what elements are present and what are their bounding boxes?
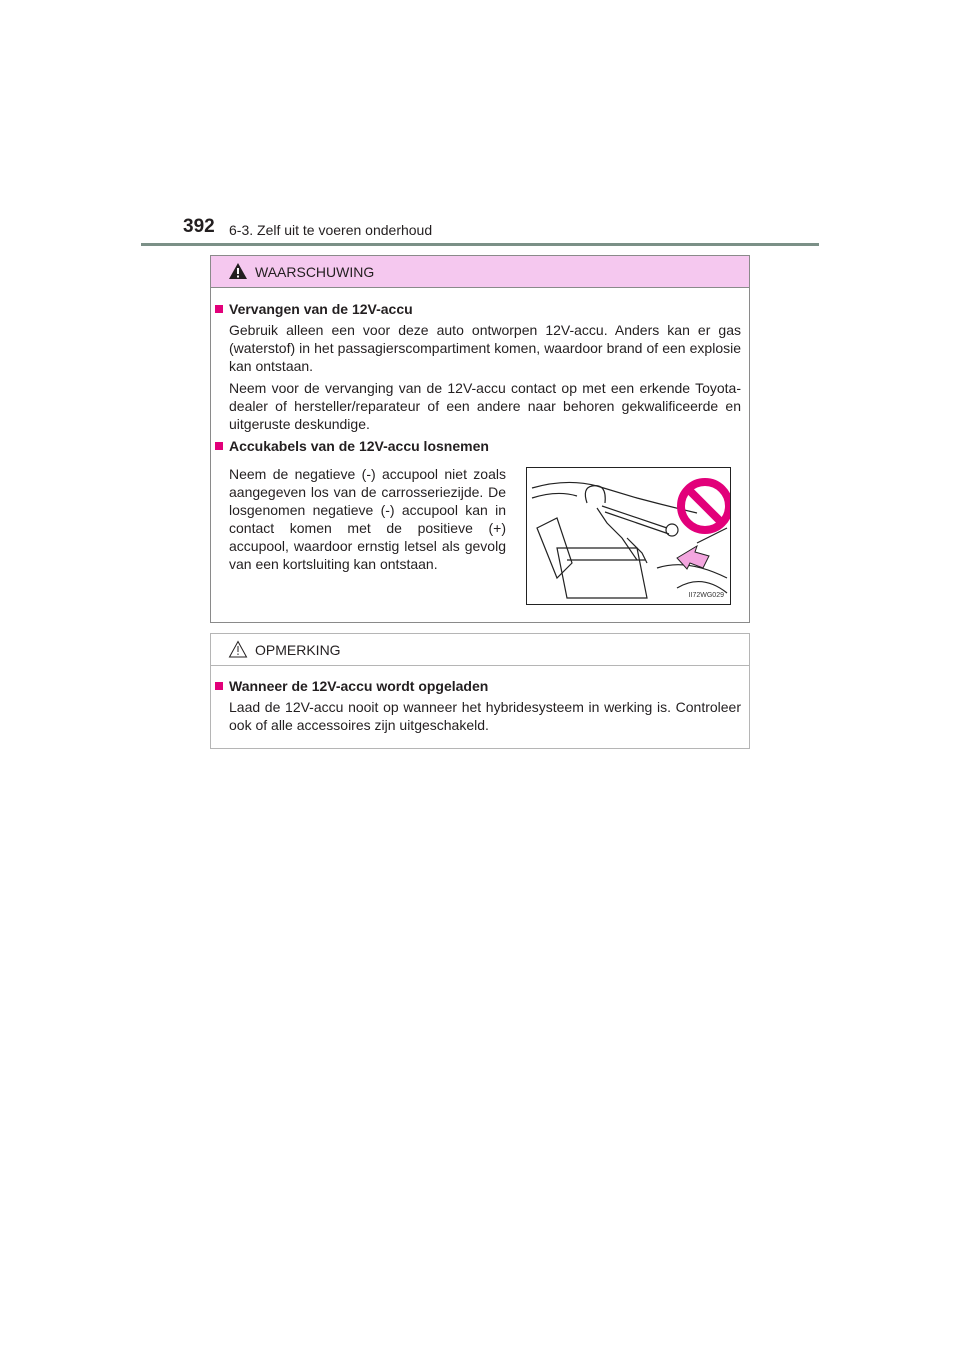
bullet-square-icon bbox=[215, 442, 223, 450]
paragraph: Gebruik alleen een voor deze auto ontworpen 12V-accu. Anders kan er gas (waterstof) in het passagierscompartiment komen, waardoor brand of een explosie kan ontstaan. bbox=[229, 322, 741, 374]
bullet-square-icon bbox=[215, 305, 223, 313]
battery-terminal-illustration bbox=[526, 467, 731, 605]
figure-code: II72WG029 bbox=[688, 592, 724, 599]
notice-header bbox=[211, 634, 749, 666]
header-divider bbox=[141, 243, 819, 246]
warning-triangle-icon bbox=[228, 262, 248, 280]
paragraph: Neem de negatieve (-) accupool niet zoals aangegeven los van de carrosseriezijde. De losgenomen negatieve (-) accupool kan in contact komen met de positieve (+) accupool, waardoor ernstig letsel als gevolg van een kortsluiting kan ontstaan. bbox=[229, 466, 506, 572]
paragraph: Neem voor de vervanging van de 12V-accu contact op met een erkende Toyota-dealer of hersteller/reparateur of een andere naar behoren gekwalificeerde en uitgeruste deskundige. bbox=[229, 380, 741, 432]
warning-header bbox=[211, 256, 749, 288]
bullet-square-icon bbox=[215, 682, 223, 690]
item-title-charging: Wanneer de 12V-accu wordt opgeladen bbox=[215, 678, 488, 694]
warning-box bbox=[210, 255, 750, 623]
paragraph: Laad de 12V-accu nooit op wanneer het hybridesysteem in werking is. Controleer ook of alle accessoires zijn uitgeschakeld. bbox=[229, 699, 741, 733]
section-title: 6-3. Zelf uit te voeren onderhoud bbox=[229, 222, 433, 238]
page-number: 392 bbox=[183, 216, 215, 237]
notice-title: OPMERKING bbox=[255, 642, 341, 658]
warning-title: WAARSCHUWING bbox=[255, 264, 375, 280]
notice-box bbox=[210, 633, 750, 749]
item-title-disconnect-cables: Accukabels van de 12V-accu losnemen bbox=[215, 438, 489, 454]
caution-triangle-outline-icon bbox=[228, 640, 248, 658]
battery-cable-drawing bbox=[527, 468, 730, 604]
item-title-replace-battery: Vervangen van de 12V-accu bbox=[215, 301, 413, 317]
